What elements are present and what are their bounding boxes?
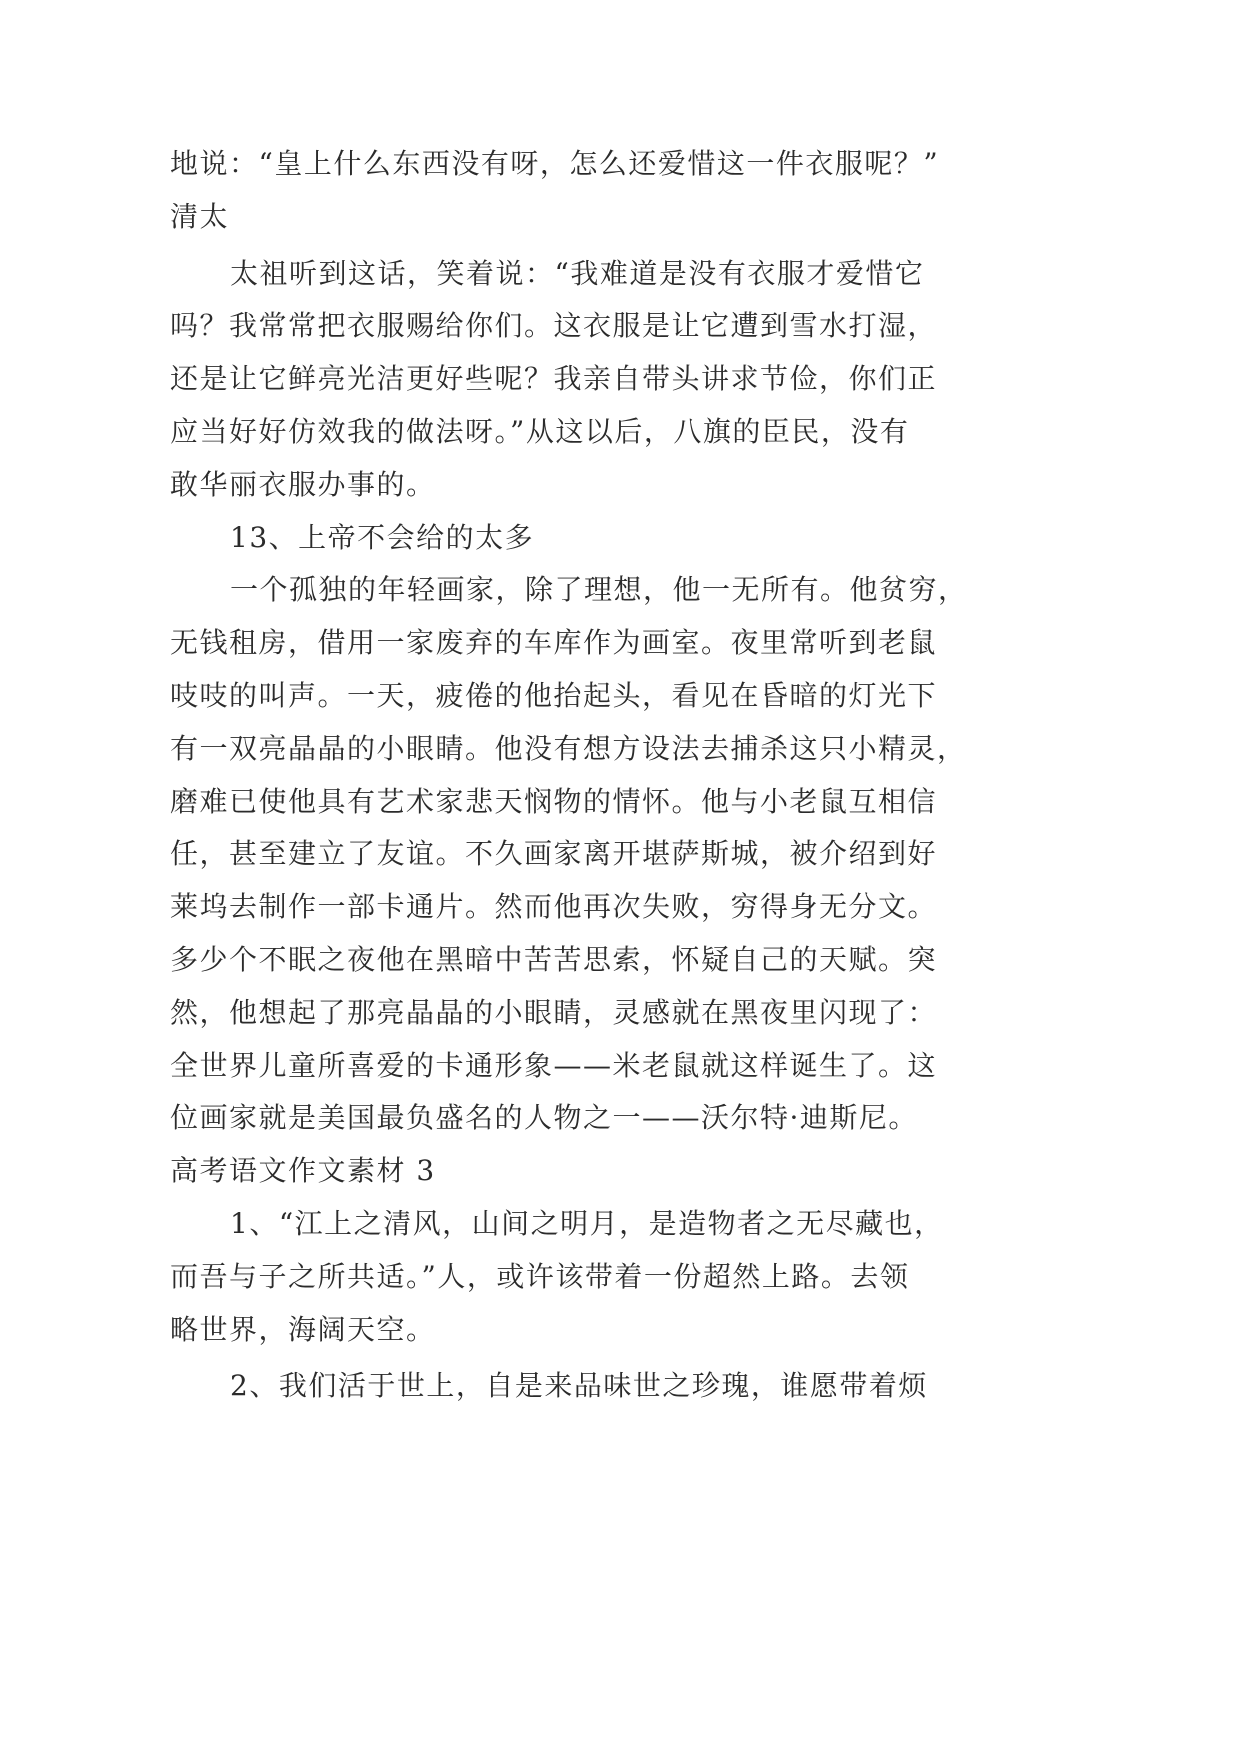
text-line: 应当好好仿效我的做法呀。”从这以后，八旗的臣民，没有: [170, 414, 910, 448]
document-body: [170, 138, 970, 1413]
paragraph-start-line: 太祖听到这话，笑着说：“我难道是没有衣服才爱惜它: [230, 256, 925, 290]
text-line: 还是让它鲜亮光洁更好些呢？我亲自带头讲求节俭，你们正: [170, 362, 938, 396]
text-line: 然，他想起了那亮晶晶的小眼睛，灵感就在黑夜里闪现了：: [170, 995, 938, 1029]
text-line: 磨难已使他具有艺术家悲天悯物的情怀。他与小老鼠互相信: [170, 784, 938, 818]
text-line: 略世界，海阔天空。: [170, 1312, 436, 1346]
text-line: 吗？我常常把衣服赐给你们。这衣服是让它遭到雪水打湿，: [170, 309, 938, 343]
text-line: 位画家就是美国最负盛名的人物之一——沃尔特·迪斯尼。: [170, 1101, 918, 1135]
paragraph-start-line: 一个孤独的年轻画家，除了理想，他一无所有。他贫穷，: [230, 573, 968, 607]
text-line: 多少个不眠之夜他在黑暗中苦苦思索，怀疑自己的天赋。突: [170, 942, 938, 976]
text-line: 有一双亮晶晶的小眼睛。他没有想方设法去捕杀这只小精灵，: [170, 731, 967, 765]
text-line: 吱吱的叫声。一天，疲倦的他抬起头，看见在昏暗的灯光下: [170, 678, 938, 712]
section-heading: 13、上帝不会给的太多: [230, 520, 535, 554]
text-line: 任，甚至建立了友谊。不久画家离开堪萨斯城，被介绍到好: [170, 837, 938, 871]
text-line: 清太: [170, 199, 230, 233]
paragraph-start-line: 1、“江上之清风，山间之明月，是造物者之无尽藏也，: [230, 1206, 944, 1240]
text-line: 敢华丽衣服办事的。: [170, 467, 436, 501]
paragraph-start-line: 2、我们活于世上，自是来品味世之珍瑰，谁愿带着烦: [230, 1369, 928, 1403]
text-line: 无钱租房，借用一家废弃的车库作为画室。夜里常听到老鼠: [170, 626, 938, 660]
section-title: 高考语文作文素材 3: [170, 1154, 436, 1188]
text-line: 地说：“皇上什么东西没有呀，怎么还爱惜这一件衣服呢？”: [170, 147, 940, 180]
text-line: 莱坞去制作一部卡通片。然而他再次失败，穷得身无分文。: [170, 890, 938, 924]
text-line: 而吾与子之所共适。”人，或许该带着一份超然上路。去领: [170, 1259, 910, 1293]
text-line: 全世界儿童所喜爱的卡通形象——米老鼠就这样诞生了。这: [170, 1048, 938, 1082]
